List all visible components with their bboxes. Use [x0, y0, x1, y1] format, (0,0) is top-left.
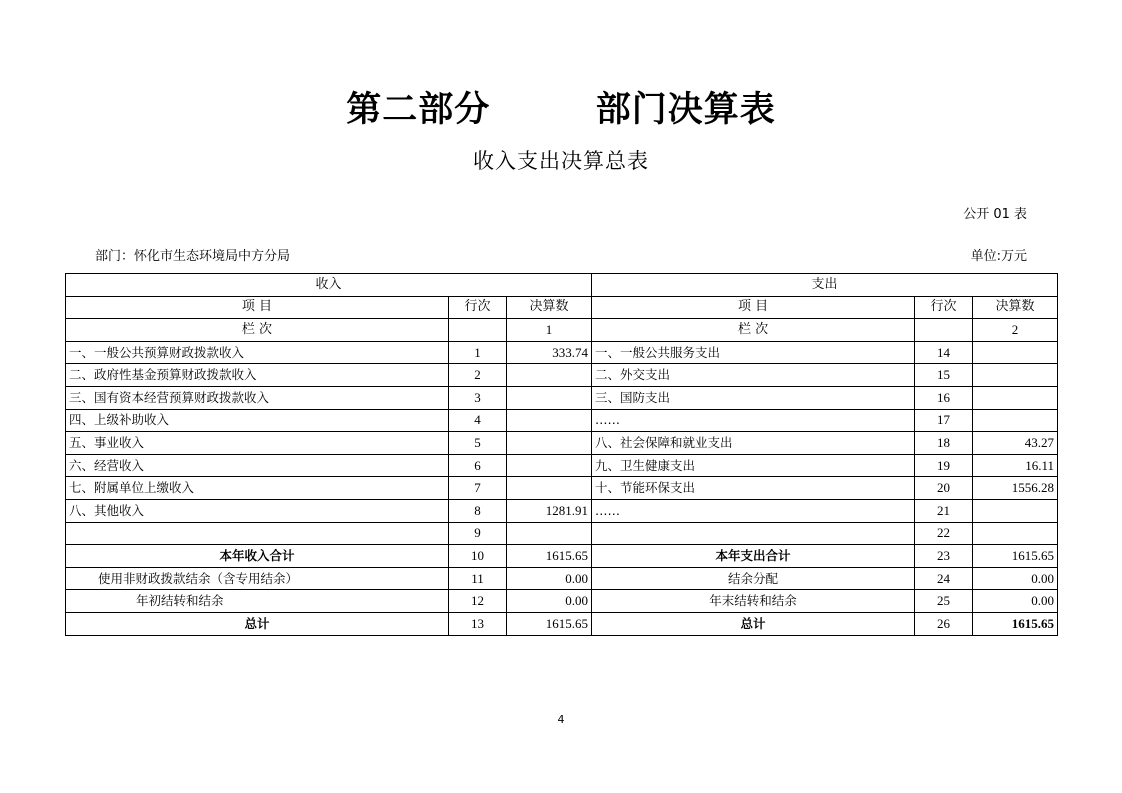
expense-line: 24: [915, 567, 973, 590]
income-amount: 333.74: [507, 341, 592, 364]
table-title: 收入支出决算总表: [473, 149, 649, 173]
unit-label: 单位:万元: [970, 249, 1027, 264]
income-line: 13: [449, 612, 507, 635]
income-amount: [507, 477, 592, 500]
income-amount: 0.00: [507, 567, 592, 590]
expense-item: 一、一般公共服务支出: [592, 341, 915, 364]
table-header-row: [66, 274, 1058, 297]
income-amount: [507, 432, 592, 455]
expense-line: 14: [915, 341, 973, 364]
table-row: [66, 522, 1058, 545]
income-item: 四、上级补助收入: [66, 409, 449, 432]
expense-item: 结余分配: [592, 567, 915, 590]
table-row: [66, 477, 1058, 500]
table-row: [66, 432, 1058, 455]
row-label-header: 栏 次: [66, 319, 449, 342]
table-row: [66, 590, 1058, 613]
income-line: 12: [449, 590, 507, 613]
income-item: 七、附属单位上缴收入: [66, 477, 449, 500]
income-item: 一、一般公共预算财政拨款收入: [66, 341, 449, 364]
income-item: 使用非财政拨款结余（含专用结余）: [66, 567, 449, 590]
form-code: 公开 01 表: [963, 207, 1027, 222]
expense-line: 18: [915, 432, 973, 455]
income-line: 2: [449, 364, 507, 387]
expense-amount: 43.27: [973, 432, 1058, 455]
expense-item: [592, 522, 915, 545]
expense-item: 本年支出合计: [592, 545, 915, 568]
income-item: 年初结转和结余: [66, 590, 449, 613]
expense-line: 16: [915, 386, 973, 409]
income-amount: [507, 409, 592, 432]
table-row: [66, 499, 1058, 522]
page-number: 4: [557, 713, 565, 726]
expense-item: ……: [592, 499, 915, 522]
expense-item: 八、社会保障和就业支出: [592, 432, 915, 455]
expense-line: 20: [915, 477, 973, 500]
income-amount: [507, 364, 592, 387]
income-item: 二、政府性基金预算财政拨款收入: [66, 364, 449, 387]
expense-line: 26: [915, 612, 973, 635]
expense-amount: [973, 364, 1058, 387]
expense-header: 支出: [592, 274, 1058, 297]
expense-item: 九、卫生健康支出: [592, 454, 915, 477]
grand-total-row: [66, 612, 1058, 635]
income-item: [66, 522, 449, 545]
expense-item: 二、外交支出: [592, 364, 915, 387]
expense-item: 总计: [592, 612, 915, 635]
row-label-header: 栏 次: [592, 319, 915, 342]
income-amount: 1615.65: [507, 612, 592, 635]
income-item: 五、事业收入: [66, 432, 449, 455]
expense-amount: 0.00: [973, 567, 1058, 590]
income-amount: [507, 522, 592, 545]
income-item: 八、其他收入: [66, 499, 449, 522]
expense-amount: [973, 499, 1058, 522]
expense-amount: 16.11: [973, 454, 1058, 477]
col-line-header: 行次: [449, 296, 507, 319]
expense-item: 年末结转和结余: [592, 590, 915, 613]
col-index: 2: [973, 319, 1058, 342]
table-row: [66, 341, 1058, 364]
expense-item: ……: [592, 409, 915, 432]
income-line: 1: [449, 341, 507, 364]
expense-amount: 1615.65: [973, 545, 1058, 568]
income-item: 本年收入合计: [66, 545, 449, 568]
col-line-header: 行次: [915, 296, 973, 319]
expense-amount: [973, 522, 1058, 545]
income-amount: [507, 386, 592, 409]
table-row: [66, 364, 1058, 387]
expense-amount: 0.00: [973, 590, 1058, 613]
table-row: [66, 386, 1058, 409]
total-row: [66, 545, 1058, 568]
col-item-header: 项 目: [66, 296, 449, 319]
col-item-header: 项 目: [592, 296, 915, 319]
income-line: 9: [449, 522, 507, 545]
expense-item: 三、国防支出: [592, 386, 915, 409]
income-amount: [507, 454, 592, 477]
col-amount-header: 决算数: [507, 296, 592, 319]
expense-line: 21: [915, 499, 973, 522]
expense-amount: 1556.28: [973, 477, 1058, 500]
income-item: 六、经营收入: [66, 454, 449, 477]
expense-amount: [973, 341, 1058, 364]
expense-amount: [973, 409, 1058, 432]
income-line: 6: [449, 454, 507, 477]
expense-line: 17: [915, 409, 973, 432]
income-line: 10: [449, 545, 507, 568]
income-header: 收入: [66, 274, 592, 297]
table-row: [66, 409, 1058, 432]
column-header-row: [66, 296, 1058, 319]
income-item: 三、国有资本经营预算财政拨款收入: [66, 386, 449, 409]
income-line: 4: [449, 409, 507, 432]
expense-line: 15: [915, 364, 973, 387]
expense-item: 十、节能环保支出: [592, 477, 915, 500]
expense-line: 25: [915, 590, 973, 613]
expense-line: 22: [915, 522, 973, 545]
income-line: 3: [449, 386, 507, 409]
col-index: 1: [507, 319, 592, 342]
income-amount: 1281.91: [507, 499, 592, 522]
income-line: 7: [449, 477, 507, 500]
expense-line: 19: [915, 454, 973, 477]
income-amount: 1615.65: [507, 545, 592, 568]
page-title: 第二部分 部门决算表: [346, 89, 776, 130]
column-index-row: [66, 319, 1058, 342]
income-item: 总计: [66, 612, 449, 635]
income-line: 5: [449, 432, 507, 455]
expense-line: 23: [915, 545, 973, 568]
income-line: 11: [449, 567, 507, 590]
col-amount-header: 决算数: [973, 296, 1058, 319]
income-amount: 0.00: [507, 590, 592, 613]
income-line: 8: [449, 499, 507, 522]
department-label: 部门：怀化市生态环境局中方分局: [95, 249, 291, 264]
expense-amount: [973, 386, 1058, 409]
income-expense-table: [65, 273, 1058, 636]
expense-amount: 1615.65: [973, 612, 1058, 635]
table-row: [66, 567, 1058, 590]
table-row: [66, 454, 1058, 477]
